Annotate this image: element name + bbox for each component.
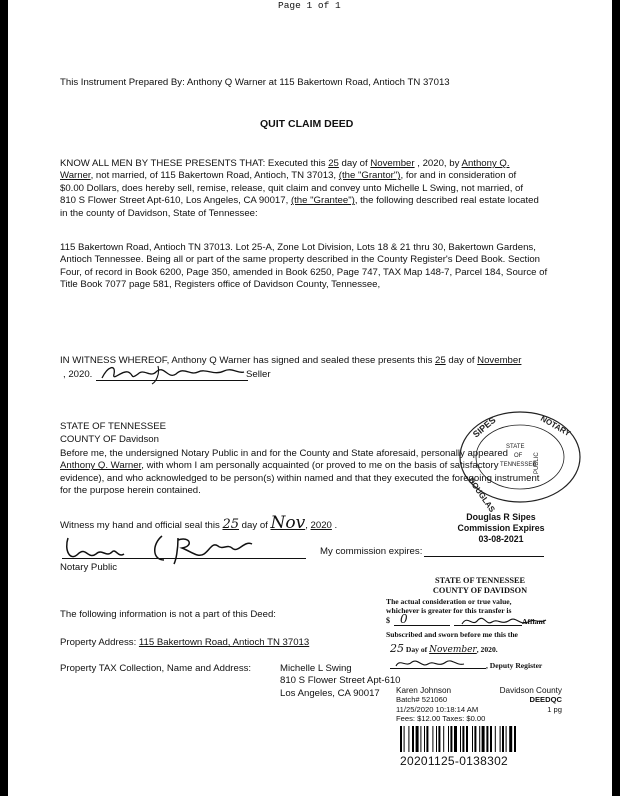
notary-day: 25 xyxy=(222,517,240,532)
notary-signature-line xyxy=(62,558,306,559)
property-address: Property Address: 115 Bakertown Road, Antioch TN 37013 xyxy=(60,637,310,648)
legal-description xyxy=(60,242,580,292)
barcode-bar xyxy=(474,726,476,752)
barcode-bar xyxy=(472,726,473,752)
recording-number: 20201125-0138302 xyxy=(400,754,509,768)
seal-top-text: SIPES xyxy=(470,414,498,440)
notary-hand-line: Witness my hand and official seal this 25 day of Nov, 2020 . xyxy=(60,513,338,533)
deputy-label: , Deputy Register xyxy=(486,661,543,670)
barcode-bar xyxy=(450,726,452,752)
document-title: QUIT CLAIM DEED xyxy=(260,118,354,130)
intro-line-2: Warner, not married, of 115 Bakertown Road, Antioch, TN 37013, (the "Grantor"), for and in consideration of xyxy=(60,170,517,182)
witness-line: IN WITNESS WHEREOF, Anthony Q Warner has signed and sealed these presents this 25 day of November xyxy=(60,355,522,366)
barcode-bar xyxy=(502,726,504,752)
notary-county: COUNTY OF Davidson xyxy=(60,434,159,445)
barcode-bar xyxy=(466,726,468,752)
barcode-bar xyxy=(436,726,437,752)
intro-line-4: 810 S Flower Street Apt-610, Los Angeles, CA 90017, (the "Grantee"), the following described real estate located xyxy=(60,195,539,207)
consideration-value: 0 xyxy=(400,612,408,626)
intro-paragraph xyxy=(60,158,580,220)
intro-line-3: $0.00 Dollars, does hereby sell, remise, release, quit claim and convey unto Michelle L Swing, not married, of xyxy=(60,182,524,194)
barcode-bar xyxy=(443,726,444,752)
prepared-by: This Instrument Prepared By: Anthony Q Warner at 115 Bakertown Road, Antioch TN 37013 xyxy=(60,77,450,88)
barcode-bar xyxy=(482,726,485,752)
svg-text:STATE: STATE xyxy=(506,444,525,450)
grantor-tag: (the "Grantor") xyxy=(338,170,401,182)
consideration-line xyxy=(394,625,450,626)
barcode-bar xyxy=(462,726,464,752)
recording-receipt: Karen Johnson Davidson County Batch# 521060 DEEDQC 11/25/2020 10:18:14 AM 1 pg Fees: $12.00 Taxes: $0.00 xyxy=(396,686,562,724)
barcode-bar xyxy=(448,726,449,752)
barcode-bar xyxy=(500,726,501,752)
deed-page xyxy=(8,0,612,796)
witness-year: , 2020. xyxy=(63,369,93,380)
commission-expires-label: My commission expires: xyxy=(320,546,423,557)
notary-public-label: Notary Public xyxy=(60,562,118,573)
barcode-bar xyxy=(432,726,433,752)
tax-label: Property TAX Collection, Name and Address: xyxy=(60,663,252,674)
barcode-bar xyxy=(438,726,440,752)
tax-address: Michelle L Swing 810 S Flower Street Apt-610 Los Angeles, CA 90017 xyxy=(280,663,401,699)
affiant-line xyxy=(454,625,522,626)
barcode-bar xyxy=(412,726,414,752)
barcode xyxy=(400,726,554,752)
barcode-bar xyxy=(460,726,461,752)
recording-heading: STATE OF TENNESSEE COUNTY OF DAVIDSON xyxy=(432,576,528,595)
grantee-tag: (the "Grantee") xyxy=(290,195,355,207)
barcode-bar xyxy=(404,726,405,752)
deputy-signature xyxy=(394,656,474,672)
barcode-bar xyxy=(514,726,516,752)
barcode-bar xyxy=(509,726,512,752)
notary-month: Nov xyxy=(270,513,306,533)
property-address-value: 115 Bakertown Road, Antioch TN 37013 xyxy=(138,637,310,648)
legal-line: 115 Bakertown Road, Antioch TN 37013. Lot 25-A, Zone Lot Division, Lots 18 & 21 thru 30, Bakertown Gardens, xyxy=(60,242,536,253)
deputy-line xyxy=(390,668,486,669)
barcode-bar xyxy=(495,726,496,752)
barcode-bar xyxy=(424,726,425,752)
page-header: Page 1 of 1 xyxy=(278,0,341,11)
barcode-bar xyxy=(416,726,419,752)
barcode-bar xyxy=(506,726,507,752)
intro-line-1: KNOW ALL MEN BY THESE PRESENTS THAT: Executed this 25 day of November , 2020, by Anthony Q. xyxy=(60,158,510,169)
notary-state: STATE OF TENNESSEE xyxy=(60,421,167,432)
legal-line: Antioch Tennessee. Being all or part of the same property described in the County Register's Deed Book. Section xyxy=(60,254,541,266)
barcode-bar xyxy=(486,726,488,752)
barcode-bar xyxy=(479,726,480,752)
barcode-bar xyxy=(454,726,457,752)
grantor-name: Anthony Q. xyxy=(461,158,510,169)
sworn-date: 25 Day of November, 2020. xyxy=(390,642,498,655)
seal-bottom-text: DOUGLAS xyxy=(466,475,497,514)
not-part-notice: The following information is not a part of this Deed: xyxy=(60,609,276,620)
legal-line: Title Book 7077 page 581, Registers office of Davidson County, Tennessee, xyxy=(60,279,381,291)
barcode-bar xyxy=(400,726,402,752)
commission-expires-line xyxy=(424,556,544,557)
executed-day: 25 xyxy=(328,158,339,169)
witness-day: 25 xyxy=(435,355,446,366)
barcode-bar xyxy=(426,726,428,752)
svg-text:OF: OF xyxy=(514,453,523,459)
legal-line: Four, of record in Book 6200, Page 350, amended in Book 6250, Page 747, TAX Map 148-7, Parcel 184, Source of xyxy=(60,266,548,278)
barcode-bar xyxy=(490,726,492,752)
consideration-statement: The actual consideration or true value, whichever is greater for this transfer is xyxy=(386,597,512,615)
notary-acknowledgment: Before me, the undersigned Notary Public in and for the County and State aforesaid, personally appeared Anthony Q. Warner, with whom I am personally acquainted (or proved to me on the basis of satisfactory evidence), and who acknowledged to be person(s) within named and that they executed the foregoing instrument for the purpose herein contained. xyxy=(60,448,540,497)
barcode-bar xyxy=(408,726,409,752)
notary-seal xyxy=(456,408,584,514)
notary-stamp: Douglas R Sipes Commission Expires 03-08-2021 xyxy=(457,512,545,544)
appeared-name: Anthony Q. Warner xyxy=(60,460,142,472)
svg-text:PUBLIC: PUBLIC xyxy=(534,452,540,474)
consideration-dollar: $ xyxy=(386,616,390,625)
seller-label: Seller xyxy=(246,369,271,380)
witness-month: November xyxy=(477,355,522,366)
notary-year: 2020 xyxy=(310,520,332,531)
seller-signature xyxy=(98,362,248,386)
svg-text:TENNESSEE: TENNESSEE xyxy=(500,462,537,468)
seal-right-text: NOTARY xyxy=(539,413,572,439)
sworn-text: Subscribed and sworn before me this the xyxy=(386,630,518,639)
executed-month: November xyxy=(370,158,415,169)
affiant-label: Affiant xyxy=(522,617,546,626)
barcode-bar xyxy=(420,726,421,752)
intro-line-5: in the county of Davidson, State of Tennessee: xyxy=(60,207,258,219)
